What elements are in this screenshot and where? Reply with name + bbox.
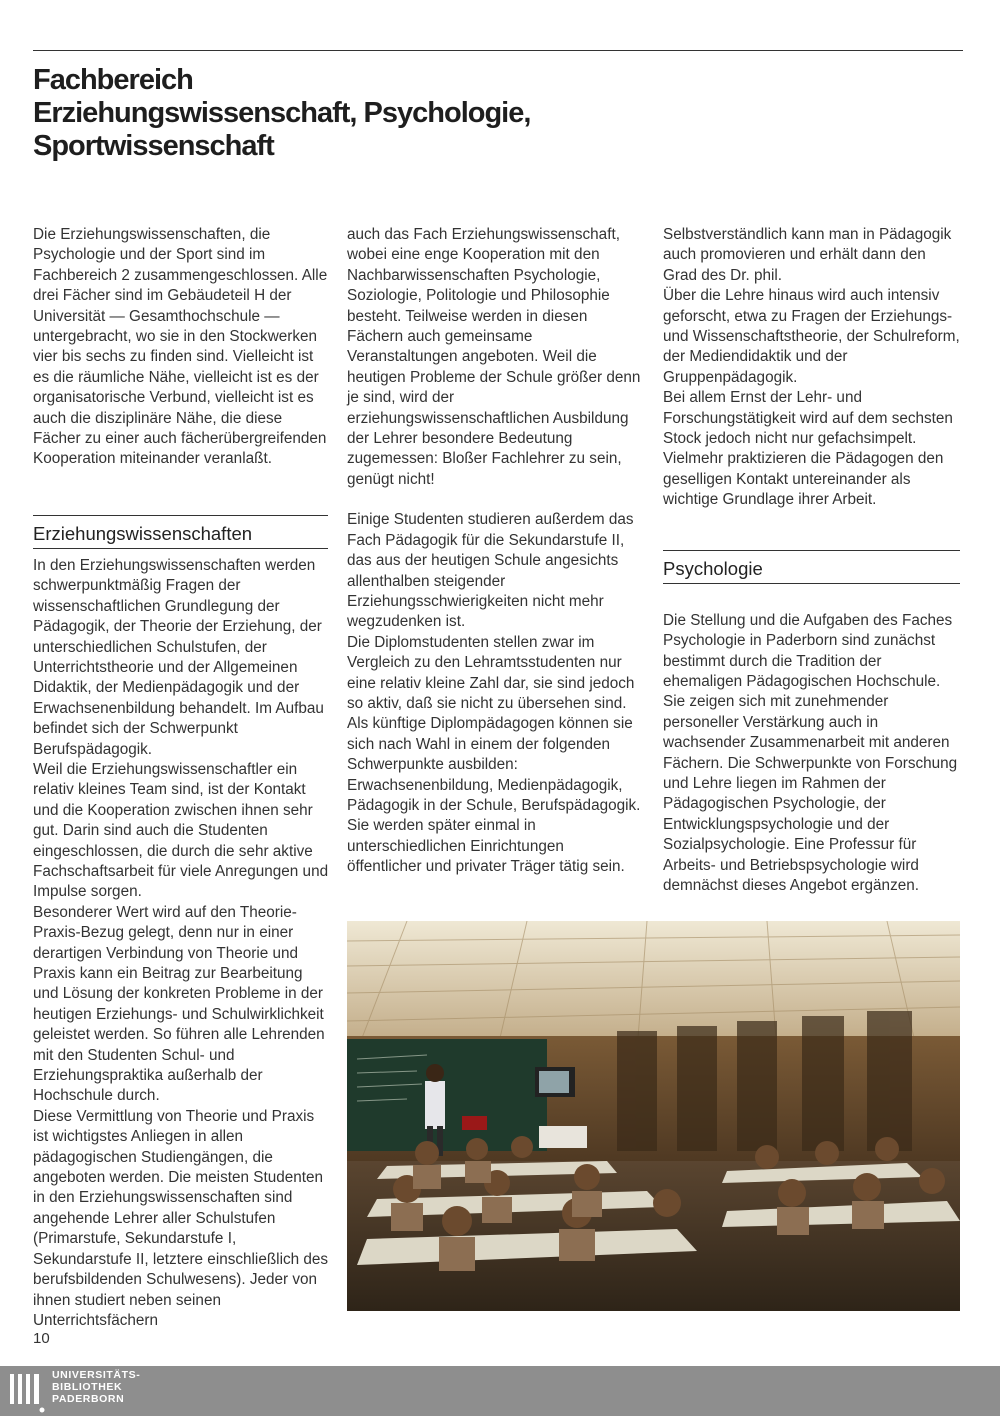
paragraph: Besonderer Wert wird auf den Theorie-Praxis-Bezug gelegt, denn nur in einer derartigen Verbindung von Theorie und Praxis kann ein Beitrag zur Bearbeitung und Lösung der konkreten Probleme in der heutigen Erziehungs- und Schulwirklichkeit geleistet werden. So führen alle Lehrenden mit den Studenten Schul- und Erziehungspraktika außerhalb der Hochschule durch. [33, 903, 325, 1105]
paragraph: Selbstverständlich kann man in Pädagogik auch promovieren und erhält dann den Grad des Dr. phil. [663, 226, 952, 284]
top-rule [33, 50, 963, 51]
paragraph: Weil die Erziehungswissenschaftler ein relativ kleines Team sind, ist der Kontakt und die Kooperation zwischen ihnen sehr gut. Darin sind auch die Studenten eingeschlossen, die durch die sehr aktive Fachschaftsarbeit für viele Anregungen und Impulse sorgen. [33, 760, 329, 901]
section-heading-erziehungswissenschaften: Erziehungswissenschaften [33, 515, 328, 549]
library-logo-icon [6, 1366, 46, 1416]
title-line-1: Fachbereich [33, 64, 193, 96]
section-heading-psychologie: Psychologie [663, 550, 960, 584]
paragraph: Die Diplomstudenten stellen zwar im Vergleich zu den Lehramtsstudenten nur eine relativ kleine Zahl dar, sie sind jedoch so aktiv, daß sie nicht zu übersehen sind. Als künftige Diplompädagogen können sie sich nach Wahl in einem der folgenden Schwerpunkte ausbilden: Erwachsenenbildung, Medienpädagogik, Pädagogik in der Schule, Berufspädagogik. Sie werden später einmal in unterschiedlichen Einrichtungen öffentlicher und privater Träger tätig sein. [347, 633, 641, 876]
lecture-hall-illustration [347, 921, 960, 1311]
paragraph: In den Erziehungswissenschaften werden schwerpunktmäßig Fragen der wissenschaftlichen Grundlegung der Pädagogik, der Theorie der Erziehung, der unterschiedlichen Schulstufen, der Unterrichtstheorie und der Allgemeinen Didaktik, der Medienpädagogik und der Erwachsenenbildung behandelt. Im Aufbau befindet sich der Schwerpunkt Berufspädagogik. [33, 556, 324, 758]
page-title [33, 64, 633, 163]
library-name-line-3: PADERBORN [52, 1393, 125, 1405]
library-footer-bar [0, 1366, 1000, 1416]
column-2 [347, 225, 641, 878]
library-name [52, 1369, 140, 1405]
paragraph: Über die Lehre hinaus wird auch intensiv geforscht, etwa zu Fragen der Erziehungs- und Wissenschaftstheorie, der Schulreform, der Mediendidaktik und der Gruppenpädagogik. [663, 287, 960, 386]
page-number: 10 [33, 1330, 50, 1347]
intro-paragraph: Die Erziehungswissenschaften, die Psychologie und der Sport sind im Fachbereich 2 zusammengeschlossen. Alle drei Fächer sind im Gebäudeteil H der Universität — Gesamthochschule — untergebracht, wo sie in den Stockwerken vier bis sechs zu finden sind. Vielleicht ist es die räumliche Nähe, vielleicht ist es der organisatorische Verbund, vielleicht ist es auch die disziplinäre Nähe, die diese Fächer zu einer auch fächerübergreifenden Kooperation miteinander veranlaßt. [33, 226, 328, 468]
column-1 [33, 225, 329, 1331]
lecture-hall-photo [347, 921, 960, 1311]
paragraph: Einige Studenten studieren außerdem das Fach Pädagogik für die Sekundarstufe II, das aus der heutigen Schule angesichts allenthalben steigender Erziehungsschwierigkeiten nicht mehr wegzudenken ist. [347, 511, 634, 631]
paragraph: Diese Vermittlung von Theorie und Praxis ist wichtigstes Anliegen in allen pädagogischen Studiengängen, die angeboten werden. Die meisten Studenten in den Erziehungswissenschaften sind angehende Lehrer aller Schulstufen (Primarstufe, Sekundarstufe I, Sekundarstufe II, letztere einschließlich des berufsbildenden Schulwesens). Jeder von ihnen studiert neben seinen Unterrichtsfächern [33, 1107, 329, 1329]
paragraph: auch das Fach Erziehungswissenschaft, wobei eine enge Kooperation mit den Nachbarwissenschaften Psychologie, Soziologie, Politologie und Philosophie besteht. Teilweise werden in diesen Fächern auch gemeinsame Veranstaltungen angeboten. Weil die heutigen Probleme der Schule größer denn je sind, wird der erziehungswissenschaftlichen Ausbildung der Lehrer besondere Bedeutung zugemessen: Bloßer Fachlehrer zu sein, genügt nicht! [347, 226, 641, 488]
library-name-line-1: UNIVERSITÄTS- [52, 1369, 141, 1381]
title-line-3: Sportwissenschaft [33, 130, 274, 162]
paragraph: Bei allem Ernst der Lehr- und Forschungstätigkeit wird auf dem sechsten Stock jedoch nicht nur gefachsimpelt. Vielmehr praktizieren die Pädagogen den geselligen Kontakt untereinander als wichtige Grundlage ihrer Arbeit. [663, 389, 953, 509]
library-name-line-2: BIBLIOTHEK [52, 1381, 123, 1393]
title-line-2: Erziehungswissenschaft, Psychologie, [33, 97, 531, 129]
paragraph: Die Stellung und die Aufgaben des Faches Psychologie in Paderborn sind zunächst bestimmt durch die Tradition der ehemaligen Pädagogischen Hochschule. Sie zeigen sich mit zunehmender personeller Verstärkung auch in wachsender Zusammenarbeit mit anderen Fächern. Die Schwerpunkte von Forschung und Lehre liegen im Rahmen der Pädagogischen Psychologie, der Entwicklungspsychologie und der Sozialpsychologie. Eine Professur für Arbeits- und Betriebspsychologie wird demnächst dieses Angebot ergänzen. [663, 611, 958, 894]
